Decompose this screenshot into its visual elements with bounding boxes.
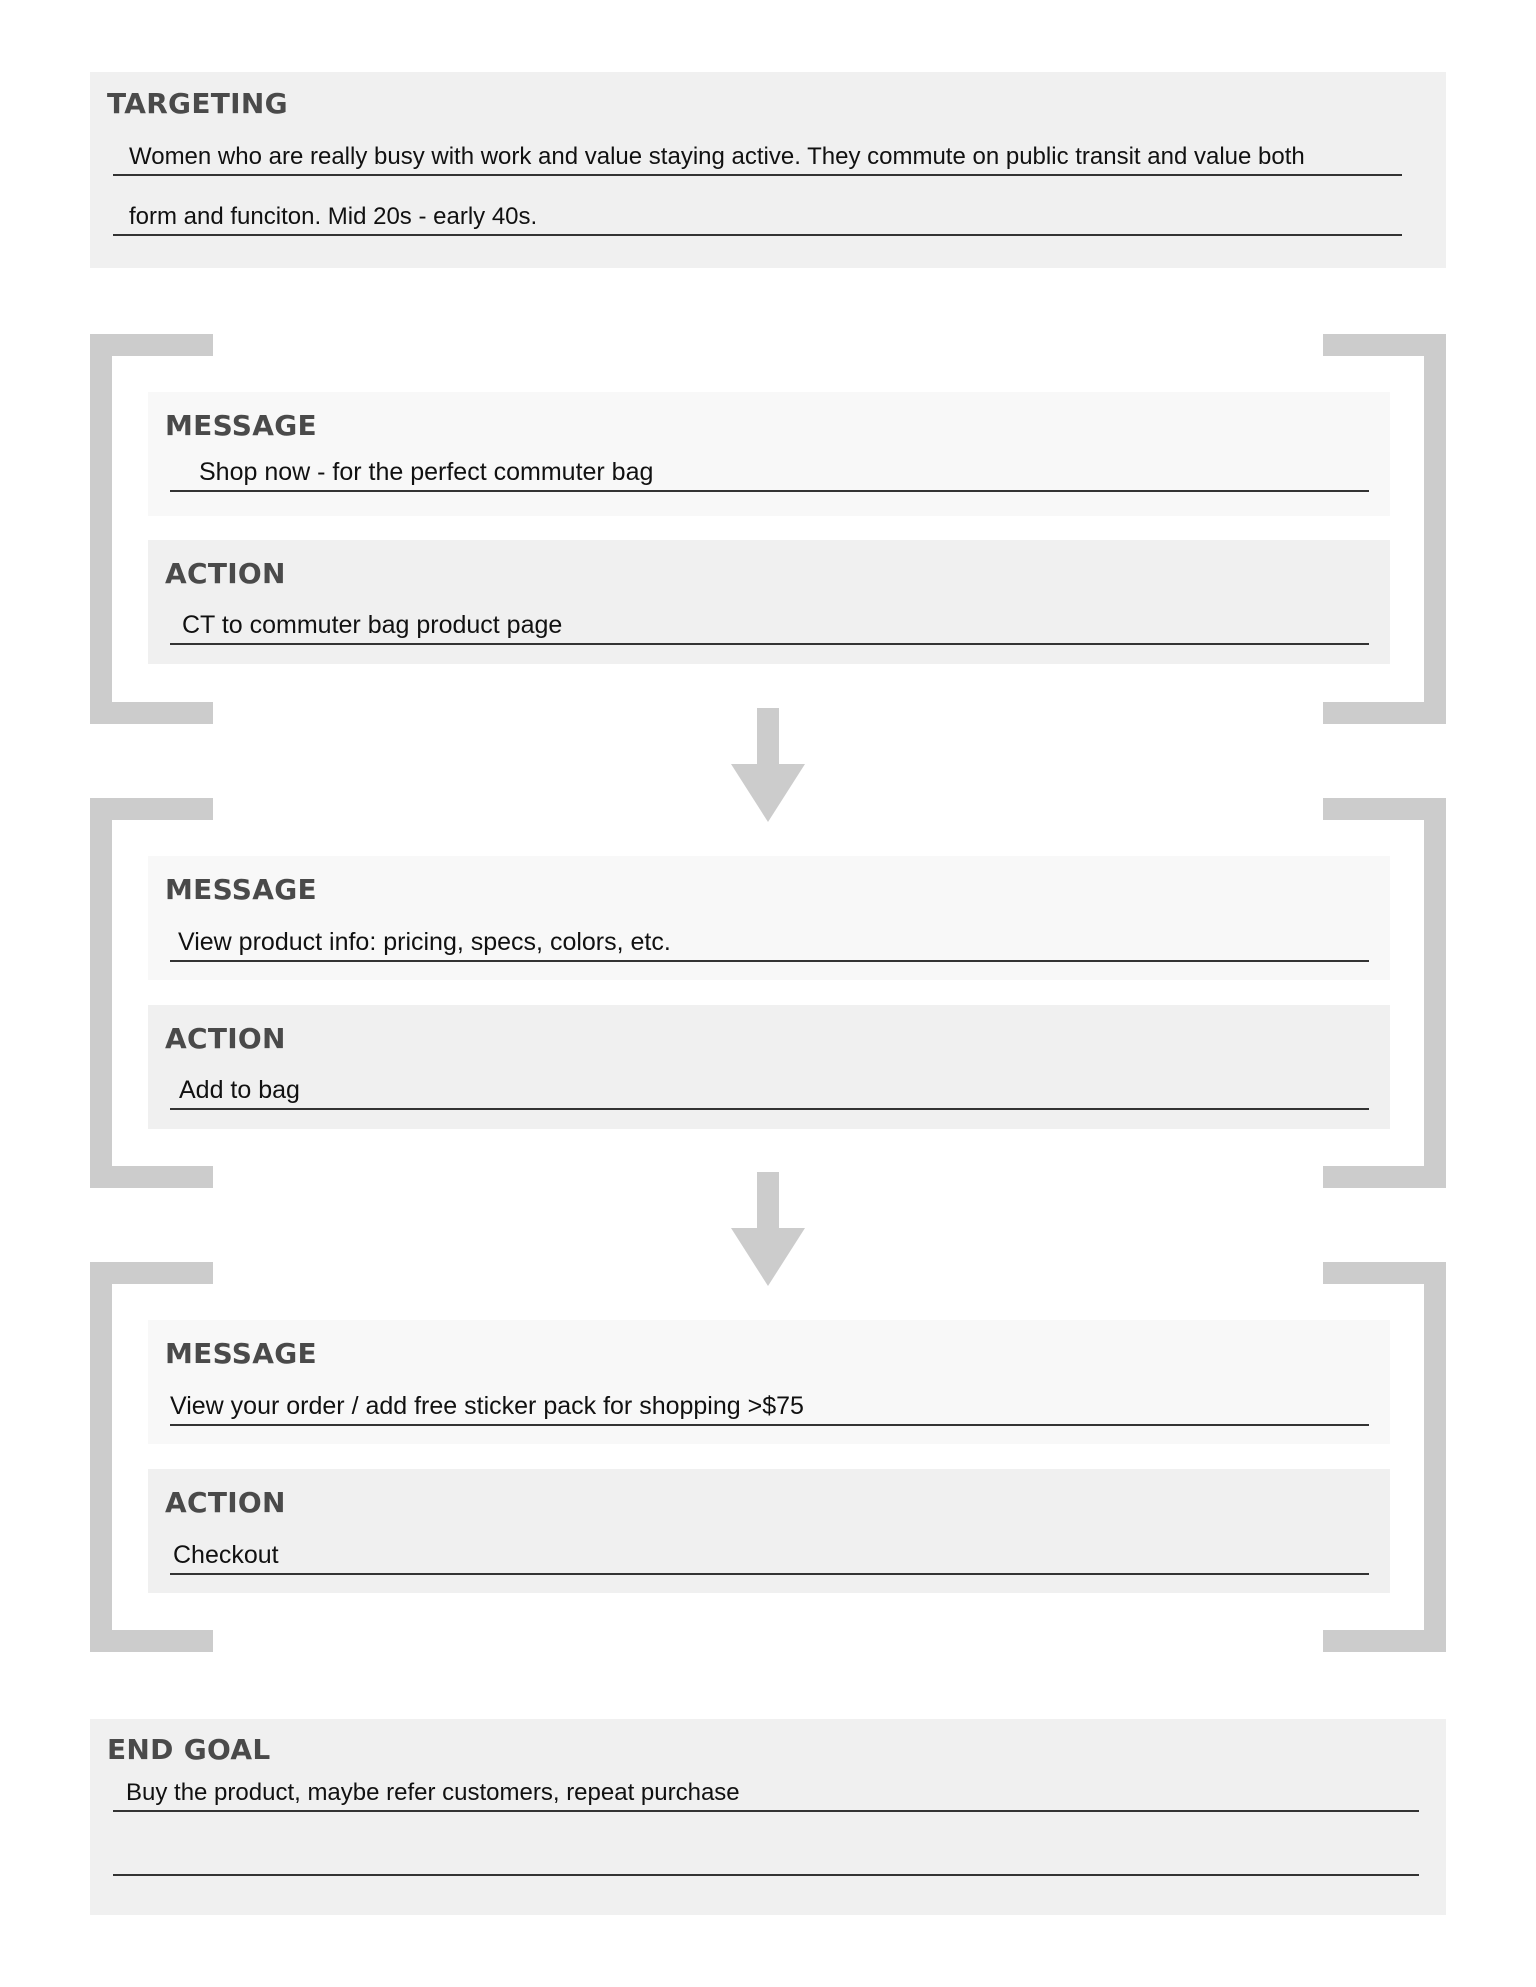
arrow-down-icon (731, 1172, 805, 1286)
arrow-down-icon (731, 708, 805, 822)
end-goal-heading: END GOAL (107, 1733, 271, 1766)
step-3-message-heading: MESSAGE (165, 1337, 317, 1370)
step-1-action-heading: ACTION (165, 557, 286, 590)
step-1-message-field[interactable]: Shop now - for the perfect commuter bag (170, 460, 1369, 492)
step-3-message-panel (148, 1320, 1390, 1444)
step-1-action-field[interactable]: CT to commuter bag product page (170, 613, 1369, 645)
targeting-panel (90, 72, 1446, 268)
step-1-message-heading: MESSAGE (165, 409, 317, 442)
step-2-message-panel (148, 856, 1390, 980)
end-goal-line-1[interactable]: Buy the product, maybe refer customers, repeat purchase (113, 1781, 1419, 1812)
step-1-message-panel (148, 392, 1390, 516)
step-2-action-field[interactable]: Add to bag (170, 1078, 1369, 1110)
step-3-action-heading: ACTION (165, 1486, 286, 1519)
end-goal-line-2[interactable] (113, 1852, 1419, 1876)
step-2-action-heading: ACTION (165, 1022, 286, 1055)
targeting-line-1[interactable]: Women who are really busy with work and value staying active. They commute on public transit and value both (113, 145, 1402, 176)
end-goal-panel (90, 1719, 1446, 1915)
step-3-action-field[interactable]: Checkout (170, 1543, 1369, 1575)
targeting-line-2[interactable]: form and funciton. Mid 20s - early 40s. (113, 205, 1402, 236)
step-2-action-panel (148, 1005, 1390, 1129)
step-3-message-field[interactable]: View your order / add free sticker pack for shopping >$75 (170, 1394, 1369, 1426)
step-2-message-heading: MESSAGE (165, 873, 317, 906)
step-1-action-panel (148, 540, 1390, 664)
step-3-action-panel (148, 1469, 1390, 1593)
step-2-message-field[interactable]: View product info: pricing, specs, colors, etc. (170, 930, 1369, 962)
targeting-heading: TARGETING (107, 87, 288, 120)
